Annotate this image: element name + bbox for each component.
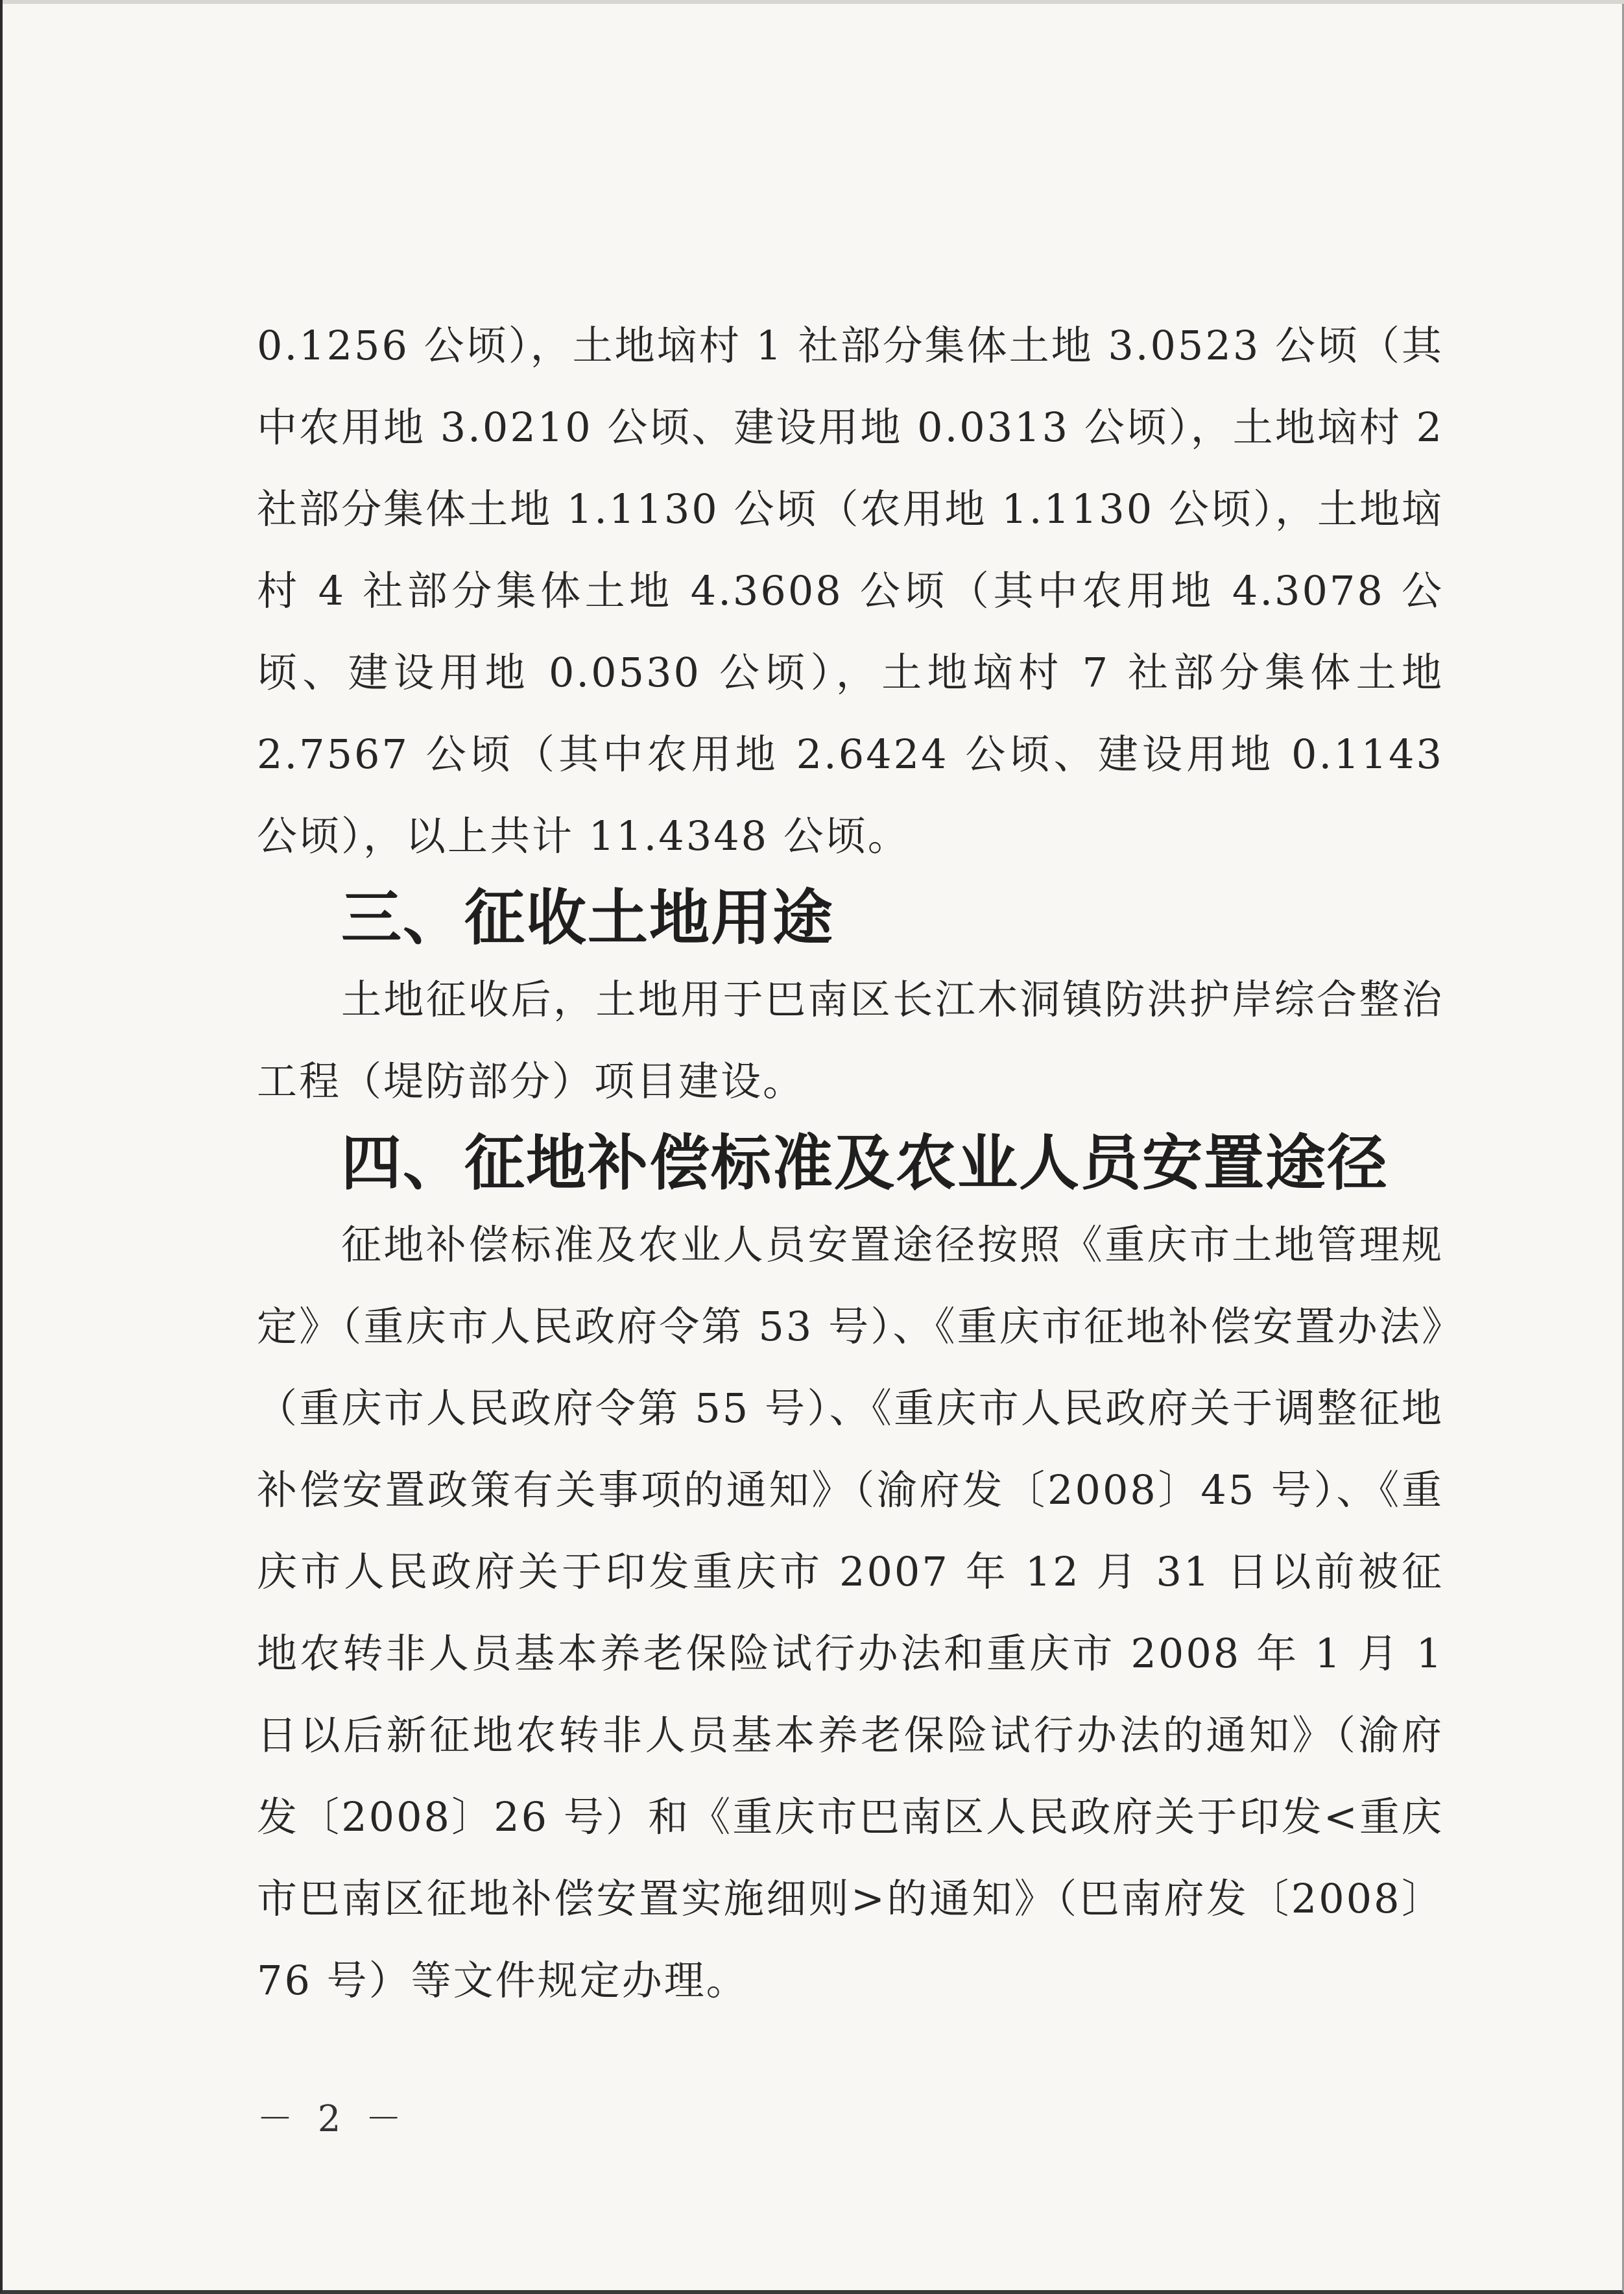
- section-4-heading: 四、征地补偿标准及农业人员安置途径: [341, 1128, 1389, 1198]
- section-3-heading: 三、征收土地用途: [341, 883, 834, 953]
- section-3-body: 土地征收后，土地用于巴南区长江木洞镇防洪护岸综合整治工程（堤防部分）项目建设。: [257, 976, 1444, 1105]
- document-body: [257, 305, 1444, 2022]
- land-details-paragraph: 0.1256 公顷），土地垴村 1 社部分集体土地 3.0523 公顷（其中农用地 3.0210 公顷、建设用地 0.0313 公顷），土地垴村 2 社部分集体土地 1.1130 公顷（农用地 1.1130 公顷），土地垴村 4 社部分集体土地 4.3608 公顷（其中农用地 4.3078 公顷、建设用地 0.0530 公顷），土地垴村 7 社部分集体土地 2.7567 公顷（其中农用地 2.6424 公顷、建设用地 0.1143 公顷），以上共计 11.4348 公顷。: [257, 322, 1444, 860]
- section-4-body: 征地补偿标准及农业人员安置途径按照《重庆市土地管理规定》（重庆市人民政府令第 53 号）、《重庆市征地补偿安置办法》（重庆市人民政府令第 55 号）、《重庆市人民政府关于调整征地补偿安置政策有关事项的通知》（渝府发〔2008〕45 号）、《重庆市人民政府关于印发重庆市 2007 年 12 月 31 日以前被征地农转非人员基本养老保险试行办法和重庆市 2008 年 1 月 1 日以后新征地农转非人员基本养老保险试行办法的通知》（渝府发〔2008〕26 号）和《重庆市巴南区人民政府关于印发<重庆市巴南区征地补偿安置实施细则>的通知》（巴南府发〔2008〕76 号）等文件规定办理。: [257, 1221, 1444, 2004]
- page-number: － 2 －: [257, 2098, 409, 2140]
- scan-edge: [3, 0, 1624, 4]
